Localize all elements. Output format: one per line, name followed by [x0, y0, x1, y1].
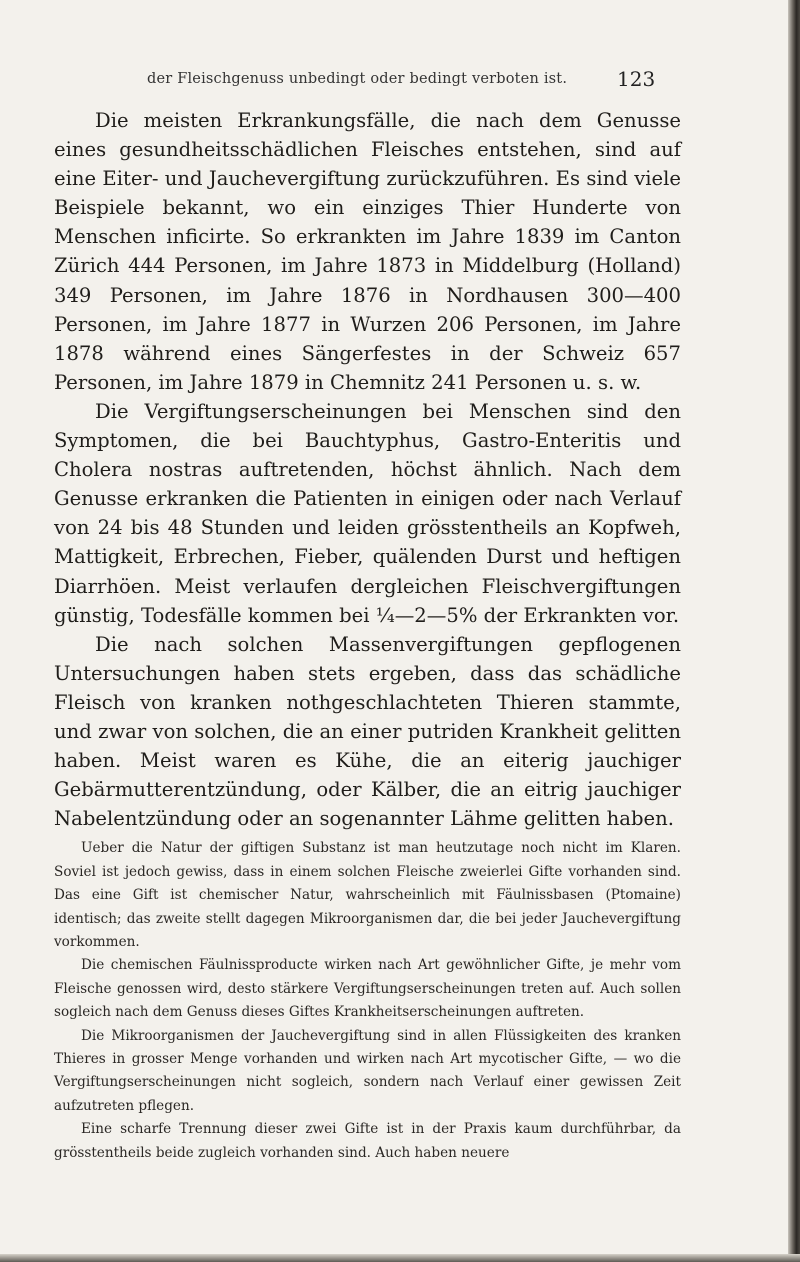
page-edge-right	[788, 0, 800, 1262]
running-header: der Fleischgenuss unbedingt oder bedingt verboten ist.	[147, 71, 568, 87]
page-edge-bottom	[0, 1254, 800, 1262]
note-nature-of-poison: Ueber die Natur der giftigen Substanz ist man heutzutage noch nicht im Klaren. Soviel ist jedoch gewiss, dass in einem solchen Fleische zweierlei Gifte vorhanden sind. Das eine Gift ist chemischer Natur, wahrscheinlich mit Fäulnissbasen (Ptomaine) identisch; das zweite stellt dagegen Mikroorganismen dar, die bei jeder Jauchevergiftung vorkommen.	[54, 840, 681, 950]
body-text	[54, 106, 681, 1165]
paragraph-investigations: Die nach solchen Massenvergiftungen gepflogenen Untersuchungen haben stets ergeben, dass das schädliche Fleisch von kranken nothgeschlachteten Thieren stammte, und zwar von solchen, die an einer putriden Krankheit gelitten haben. Meist waren es Kühe, die an eiterig jauchiger Gebärmutterentzündung, oder Kälber, die an eitrig jauchiger Nabelentzündung oder an sogenannter Lähme gelitten haben.	[54, 632, 681, 831]
page-number: 123	[617, 67, 656, 91]
note-microorganisms: Die Mikroorganismen der Jauchevergiftung sind in allen Flüssigkeiten des kranken Thieres in grosser Menge vorhanden und wirken nach Art mycotischer Gifte, — wo die Vergiftungserscheinungen nicht sogleich, sondern nach Verlauf einer gewissen Zeit aufzutreten pflegen.	[54, 1027, 681, 1114]
note-chemical-products: Die chemischen Fäulnissproducte wirken nach Art gewöhnlicher Gifte, je mehr vom Fleische genossen wird, desto stärkere Vergiftungserscheinungen treten auf. Auch sollen sogleich nach dem Genuss dieses Giftes Krankheitserscheinungen auftreten.	[54, 957, 681, 1021]
paragraph-food-poisoning-cases: Die meisten Erkrankungsfälle, die nach dem Genusse eines gesundheitsschädlichen Fleisches entstehen, sind auf eine Eiter- und Jauchevergiftung zurückzuführen. Es sind viele Beispiele bekannt, wo ein einziges Thier Hunderte von Menschen inficirte. So erkrankten im Jahre 1839 im Canton Zürich 444 Personen, im Jahre 1873 in Middelburg (Holland) 349 Personen, im Jahre 1876 in Nordhausen 300—400 Personen, im Jahre 1877 in Wurzen 206 Personen, im Jahre 1878 während eines Sängerfestes in der Schweiz 657 Personen, im Jahre 1879 in Chemnitz 241 Personen u. s. w.	[54, 109, 681, 394]
paragraph-symptoms: Die Vergiftungserscheinungen bei Menschen sind den Symptomen, die bei Bauchtyphus, Gastro-Enteritis und Cholera nostras auftretenden, höchst ähnlich. Nach dem Genusse erkranken die Patienten in einigen oder nach Verlauf von 24 bis 48 Stunden und leiden grösstentheils an Kopfweh, Mattigkeit, Erbrechen, Fieber, quälenden Durst und heftigen Diarrhöen. Meist verlaufen dergleichen Fleischvergiftungen günstig, Todesfälle kommen bei ¼—2—5% der Erkrankten vor.	[54, 399, 681, 627]
note-separation: Eine scharfe Trennung dieser zwei Gifte ist in der Praxis kaum durchführbar, da grösstentheils beide zugleich vorhanden sind. Auch haben neuere	[54, 1121, 681, 1161]
small-print-notes	[54, 837, 681, 1165]
